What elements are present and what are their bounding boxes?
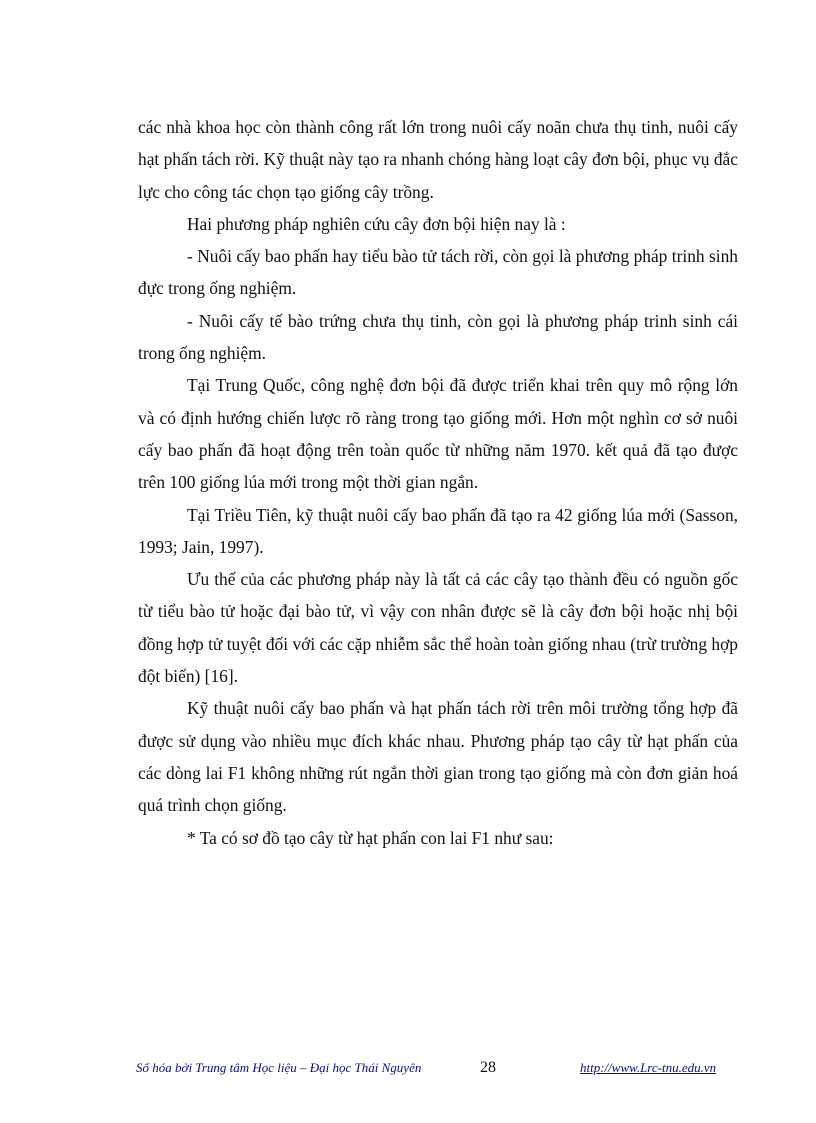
page-number: 28 (480, 1059, 496, 1076)
page-body (138, 111, 738, 854)
paragraph-continuation: các nhà khoa học còn thành công rất lớn trong nuôi cấy noãn chưa thụ tinh, nuôi cấy hạt phấn tách rời. Kỹ thuật này tạo ra nhanh chóng hàng loạt cây đơn bội, phục vụ đắc lực cho công tác chọn tạo giống cây trồng. (138, 117, 738, 202)
footer-digitized-by: Số hóa bởi Trung tâm Học liệu – Đại học Thái Nguyên (136, 1060, 422, 1075)
paragraph-method-anther-culture: - Nuôi cấy bao phấn hay tiểu bào tử tách rời, còn gọi là phương pháp trinh sinh đực trong ống nghiệm. (138, 246, 738, 299)
paragraph-techniques: Kỹ thuật nuôi cấy bao phấn và hạt phấn tách rời trên môi trường tổng hợp đã được sử dụng vào nhiều mục đích khác nhau. Phương pháp tạo cây từ hạt phấn của các dòng lai F1 không những rút ngắn thời gian trong tạo giống mà còn đơn giản hoá quá trình chọn giống. (138, 698, 738, 816)
footer-website-link[interactable]: http://www.Lrc-tnu.edu.vn (580, 1060, 717, 1075)
paragraph-advantages: Ưu thế của các phương pháp này là tất cả các cây tạo thành đều có nguồn gốc từ tiểu bào tử hoặc đại bào tử, vì vậy con nhân được sẽ là cây đơn bội hoặc nhị bội đồng hợp tử tuyệt đối với các cặp nhiễm sắc thể hoàn toàn giống nhau (trừ trường hợp đột biến) [16]. (138, 569, 738, 687)
page-footer (0, 1058, 816, 1078)
paragraph-haploid-methods-intro: Hai phương pháp nghiên cứu cây đơn bội hiện nay là : (187, 213, 566, 234)
paragraph-diagram-intro: * Ta có sơ đồ tạo cây từ hạt phấn con lai F1 như sau: (187, 827, 554, 848)
paragraph-north-korea: Tại Triều Tiên, kỹ thuật nuôi cấy bao phấn đã tạo ra 42 giống lúa mới (Sasson, 1993; Jain, 1997). (138, 504, 738, 557)
paragraph-method-egg-culture: - Nuôi cấy tế bào trứng chưa thụ tinh, còn gọi là phương pháp trinh sinh cái trong ống nghiệm. (138, 310, 738, 364)
paragraph-china: Tại Trung Quốc, công nghệ đơn bội đã được triển khai trên quy mô rộng lớn và có định hướng chiến lược rõ ràng trong tạo giống mới. Hơn một nghìn cơ sở nuôi cấy bao phấn đã hoạt động trên toàn quốc từ những năm 1970. kết quả đã tạo được trên 100 giống lúa mới trong một thời gian ngắn. (138, 375, 738, 493)
